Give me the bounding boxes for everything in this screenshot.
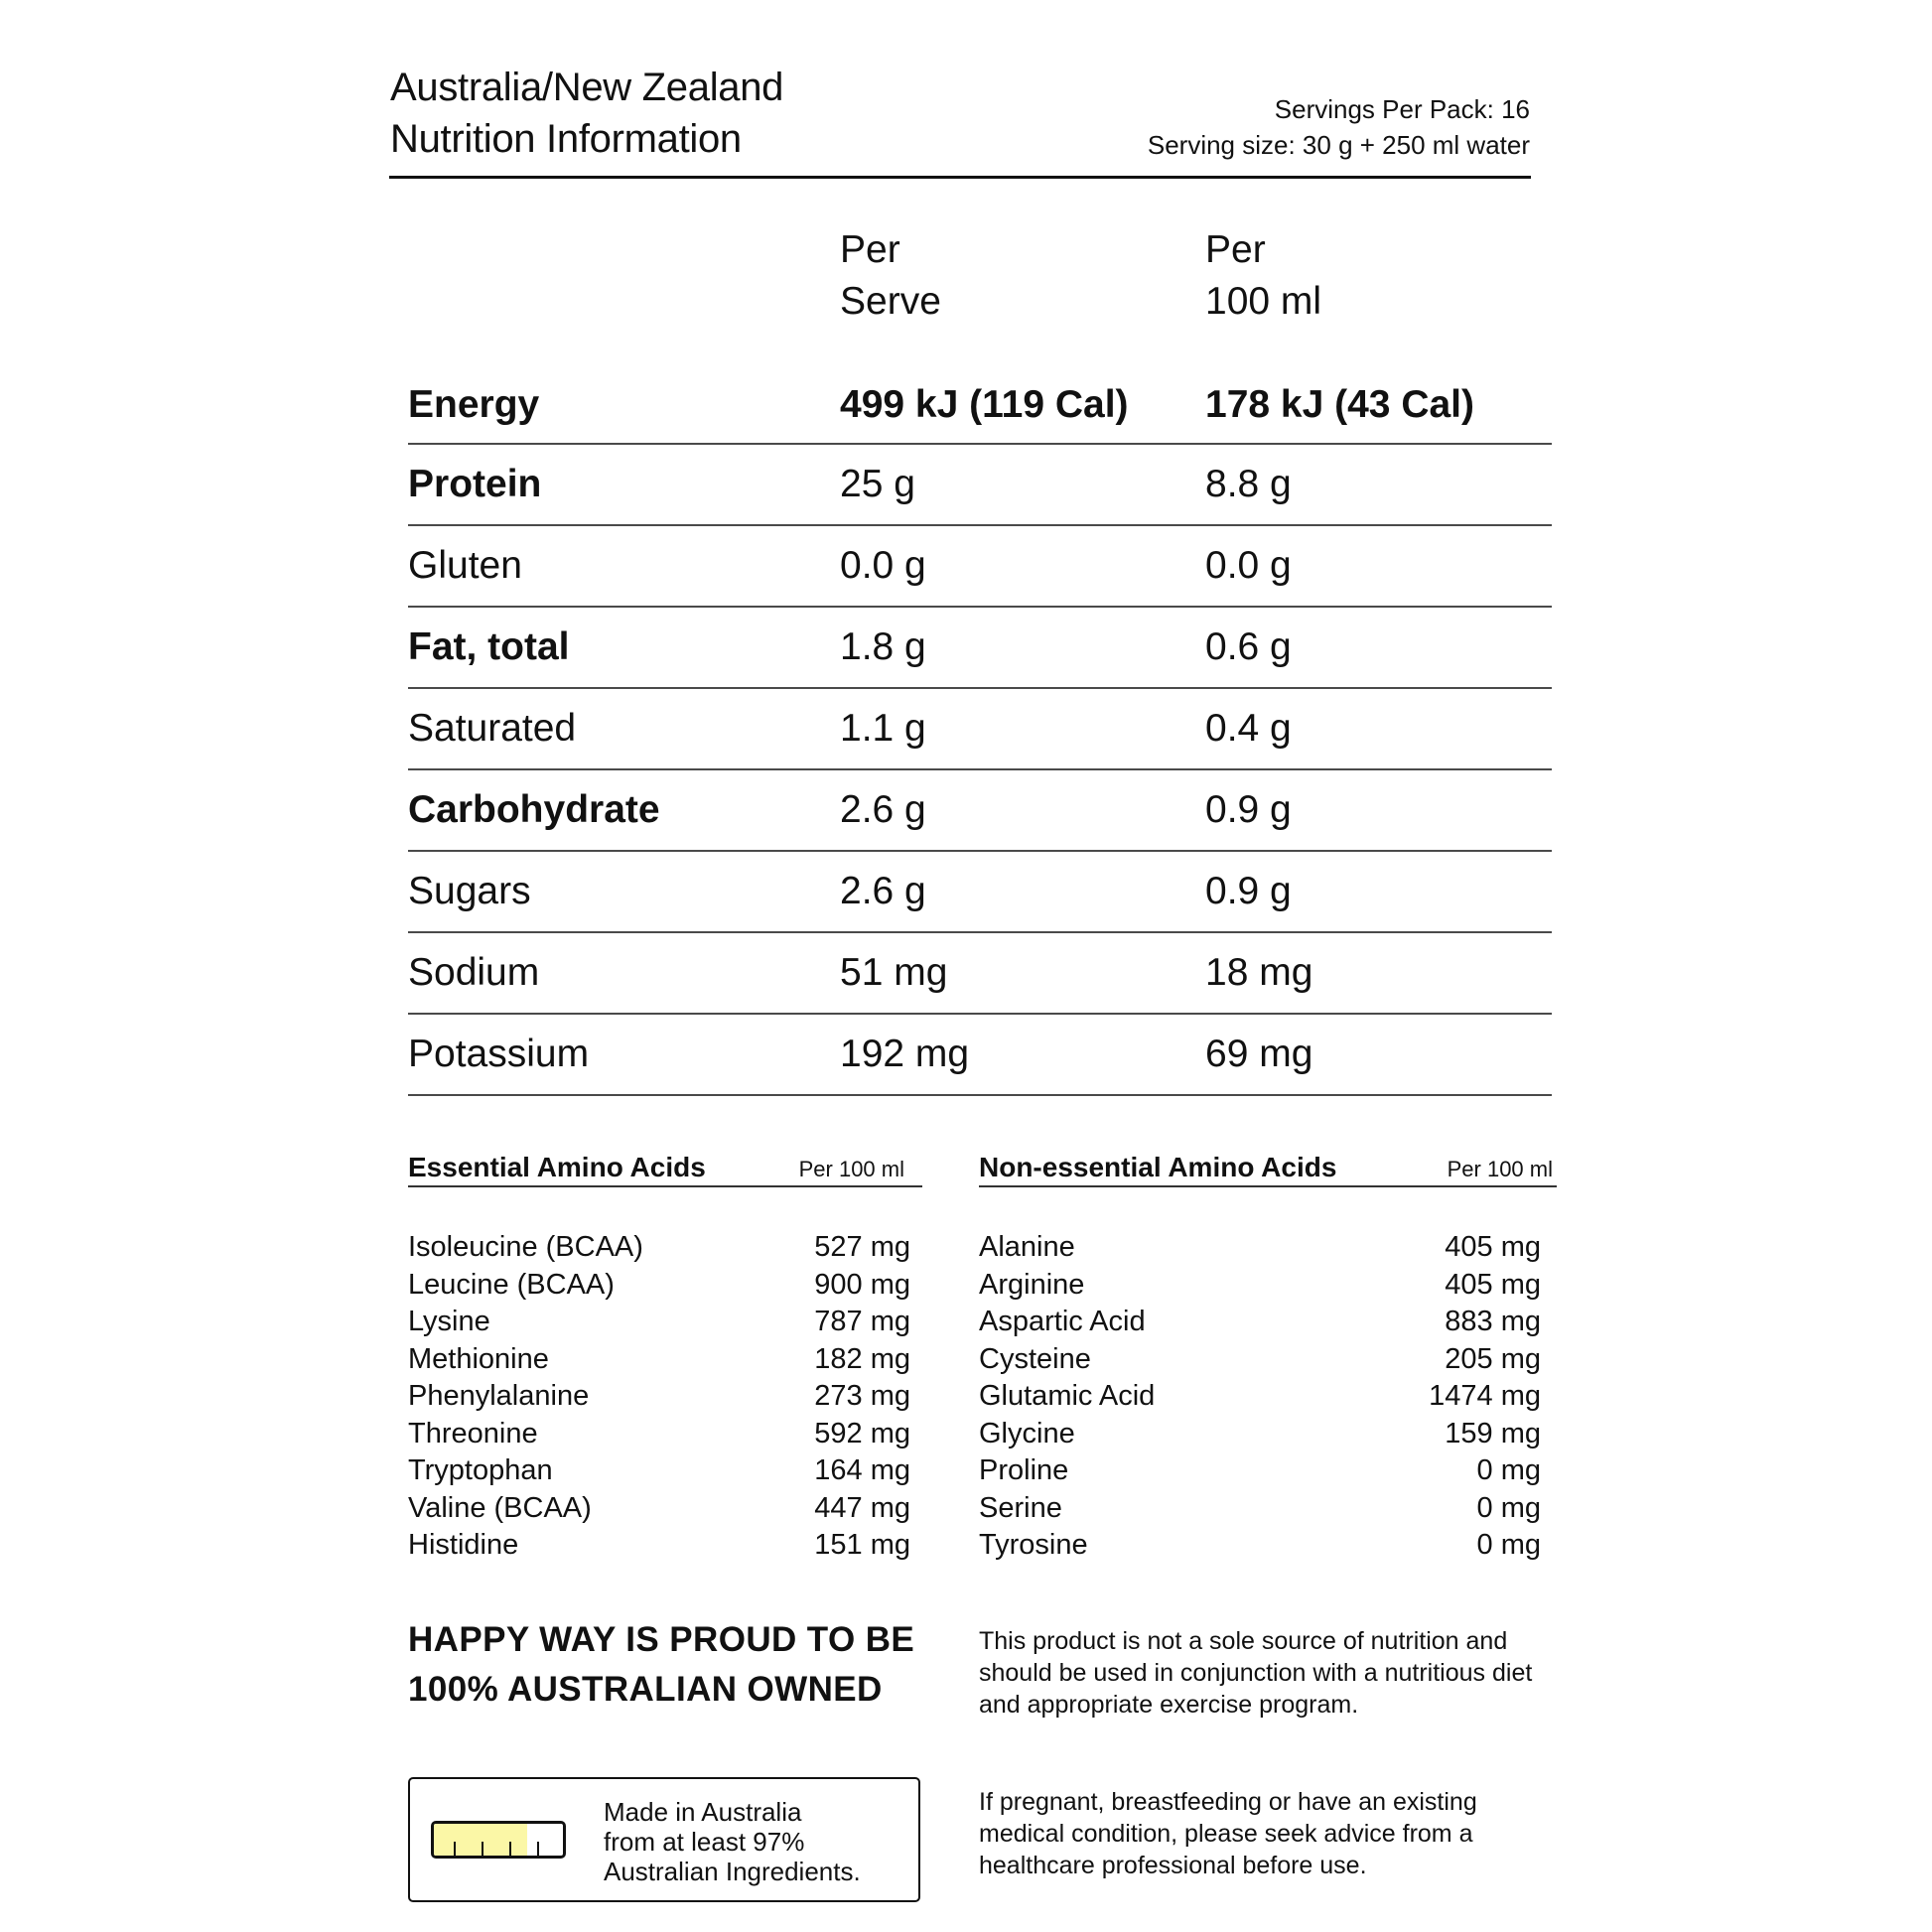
table-row-carbohydrate — [408, 770, 1552, 852]
row-label: Saturated — [408, 707, 577, 750]
nonessential-amino-list — [979, 1229, 1557, 1565]
amino-name: Isoleucine (BCAA) — [408, 1231, 643, 1263]
amino-value: 0 mg — [1476, 1491, 1541, 1524]
amino-name: Methionine — [408, 1342, 549, 1375]
amino-value: 1474 mg — [1429, 1380, 1541, 1412]
list-item — [979, 1229, 1557, 1267]
meter-fill — [434, 1824, 527, 1856]
list-item — [979, 1267, 1557, 1305]
list-item — [408, 1452, 922, 1490]
australian-owned-statement — [408, 1615, 914, 1715]
meter-tick — [537, 1842, 539, 1856]
serving-info — [1148, 91, 1530, 163]
essential-amino-table — [408, 1150, 922, 1565]
meter-tick — [482, 1842, 483, 1856]
row-label: Fat, total — [408, 625, 570, 668]
per-100ml-value: 8.8 g — [1205, 463, 1292, 505]
table-row-fat-total — [408, 608, 1552, 689]
per-serve-value: 192 mg — [840, 1033, 970, 1075]
per-serve-value: 51 mg — [840, 951, 948, 994]
amino-value: 273 mg — [814, 1380, 910, 1412]
made-in-australia-badge — [408, 1777, 920, 1902]
amino-value: 182 mg — [814, 1342, 910, 1375]
amino-value: 0 mg — [1476, 1454, 1541, 1486]
amino-value: 447 mg — [814, 1491, 910, 1524]
header-divider — [389, 176, 1531, 179]
per-100ml-value: 69 mg — [1205, 1033, 1313, 1075]
amino-name: Histidine — [408, 1529, 519, 1561]
amino-value: 151 mg — [814, 1529, 910, 1561]
row-label: Carbohydrate — [408, 788, 660, 831]
amino-value: 787 mg — [814, 1306, 910, 1337]
per-serve-value: 25 g — [840, 463, 915, 505]
row-label: Gluten — [408, 544, 522, 587]
column-header-per-100ml — [1205, 224, 1321, 328]
amino-name: Aspartic Acid — [979, 1306, 1146, 1337]
table-row-energy — [408, 365, 1552, 445]
title-line-1: Australia/New Zealand — [390, 66, 784, 109]
medical-advice-disclaimer: If pregnant, breastfeeding or have an existing medical condition, please seek advice from a healthcare professional before use. — [979, 1788, 1477, 1879]
amino-value: 0 mg — [1476, 1529, 1541, 1561]
row-label: Sugars — [408, 870, 531, 912]
amino-name: Cysteine — [979, 1342, 1091, 1375]
servings-per-pack: Servings Per Pack: 16 — [1274, 94, 1530, 124]
table-row-sugars — [408, 852, 1552, 933]
serving-size: Serving size: 30 g + 250 ml water — [1147, 130, 1530, 160]
proud-line-1: HAPPY WAY IS PROUD TO BE — [408, 1620, 915, 1659]
column-header-line: Per — [1205, 228, 1266, 271]
amino-value: 164 mg — [814, 1454, 910, 1486]
per-100ml-value: 0.9 g — [1205, 788, 1292, 831]
amino-name: Tryptophan — [408, 1454, 553, 1486]
list-item — [979, 1378, 1557, 1416]
sole-source-disclaimer: This product is not a sole source of nutrition and should be used in conjunction with a nutritious diet and appropriate exercise program. — [979, 1627, 1533, 1719]
row-label: Potassium — [408, 1033, 590, 1075]
essential-amino-heading: Essential Amino Acids — [408, 1152, 706, 1182]
nutrition-table — [408, 365, 1552, 1096]
amino-value: 405 mg — [1445, 1231, 1541, 1263]
per-100ml-value: 0.0 g — [1205, 544, 1292, 587]
per-100ml-value: 0.4 g — [1205, 707, 1292, 750]
amino-name: Serine — [979, 1491, 1062, 1524]
amino-name: Arginine — [979, 1268, 1085, 1301]
amino-value: 527 mg — [814, 1231, 910, 1263]
amino-name: Phenylalanine — [408, 1380, 590, 1412]
amino-name: Alanine — [979, 1231, 1075, 1263]
nonessential-amino-header — [979, 1150, 1557, 1187]
list-item — [408, 1304, 922, 1341]
list-item — [979, 1341, 1557, 1379]
made-in-line: Made in Australia — [604, 1797, 802, 1827]
amino-name: Leucine (BCAA) — [408, 1268, 615, 1301]
list-item — [979, 1452, 1557, 1490]
table-row-protein — [408, 445, 1552, 526]
page-title — [390, 62, 783, 165]
made-in-australia-text — [604, 1797, 861, 1886]
title-line-2: Nutrition Information — [390, 117, 742, 161]
amino-name: Proline — [979, 1454, 1069, 1486]
meter-tick — [509, 1842, 511, 1856]
proud-line-2: 100% AUSTRALIAN OWNED — [408, 1670, 883, 1709]
per-serve-value: 1.8 g — [840, 625, 926, 668]
row-label: Sodium — [408, 951, 540, 994]
table-row-sodium — [408, 933, 1552, 1015]
per-serve-value: 2.6 g — [840, 788, 926, 831]
list-item — [979, 1304, 1557, 1341]
list-item — [408, 1229, 922, 1267]
table-row-gluten — [408, 526, 1552, 608]
table-row-saturated — [408, 689, 1552, 770]
amino-name: Tyrosine — [979, 1529, 1088, 1561]
list-item — [979, 1416, 1557, 1453]
meter-tick — [454, 1842, 456, 1856]
per-serve-value: 1.1 g — [840, 707, 926, 750]
amino-name: Glutamic Acid — [979, 1380, 1156, 1412]
made-in-line: Australian Ingredients. — [604, 1857, 861, 1886]
per-100ml-value: 178 kJ (43 Cal) — [1205, 383, 1475, 426]
nonessential-amino-heading: Non-essential Amino Acids — [979, 1152, 1337, 1182]
nonessential-amino-table — [979, 1150, 1557, 1565]
list-item — [408, 1527, 922, 1565]
row-label: Energy — [408, 383, 540, 426]
amino-name: Valine (BCAA) — [408, 1491, 592, 1524]
column-header-per-serve — [840, 224, 941, 328]
column-header-line: 100 ml — [1205, 280, 1322, 323]
per-serve-value: 2.6 g — [840, 870, 926, 912]
column-header-line: Per — [840, 228, 900, 271]
amino-value: 405 mg — [1445, 1268, 1541, 1301]
amino-name: Glycine — [979, 1417, 1075, 1449]
per-100ml-value: 18 mg — [1205, 951, 1313, 994]
amino-name: Threonine — [408, 1417, 538, 1449]
table-row-potassium — [408, 1015, 1552, 1096]
row-label: Protein — [408, 463, 542, 505]
australian-ingredients-meter-icon — [431, 1821, 566, 1859]
nonessential-amino-unit: Per 100 ml — [1447, 1157, 1553, 1181]
per-serve-value: 499 kJ (119 Cal) — [840, 383, 1129, 426]
per-100ml-value: 0.9 g — [1205, 870, 1292, 912]
list-item — [979, 1490, 1557, 1528]
amino-name: Lysine — [408, 1306, 490, 1337]
made-in-line: from at least 97% — [604, 1827, 805, 1857]
amino-value: 592 mg — [814, 1417, 910, 1449]
amino-value: 900 mg — [814, 1268, 910, 1301]
per-serve-value: 0.0 g — [840, 544, 926, 587]
amino-value: 159 mg — [1445, 1417, 1541, 1449]
list-item — [408, 1416, 922, 1453]
amino-value: 205 mg — [1445, 1342, 1541, 1375]
list-item — [979, 1527, 1557, 1565]
essential-amino-unit: Per 100 ml — [798, 1157, 904, 1181]
list-item — [408, 1378, 922, 1416]
per-100ml-value: 0.6 g — [1205, 625, 1292, 668]
amino-value: 883 mg — [1445, 1306, 1541, 1337]
list-item — [408, 1490, 922, 1528]
column-header-line: Serve — [840, 280, 941, 323]
list-item — [408, 1341, 922, 1379]
list-item — [408, 1267, 922, 1305]
essential-amino-list — [408, 1229, 922, 1565]
essential-amino-header — [408, 1150, 922, 1187]
